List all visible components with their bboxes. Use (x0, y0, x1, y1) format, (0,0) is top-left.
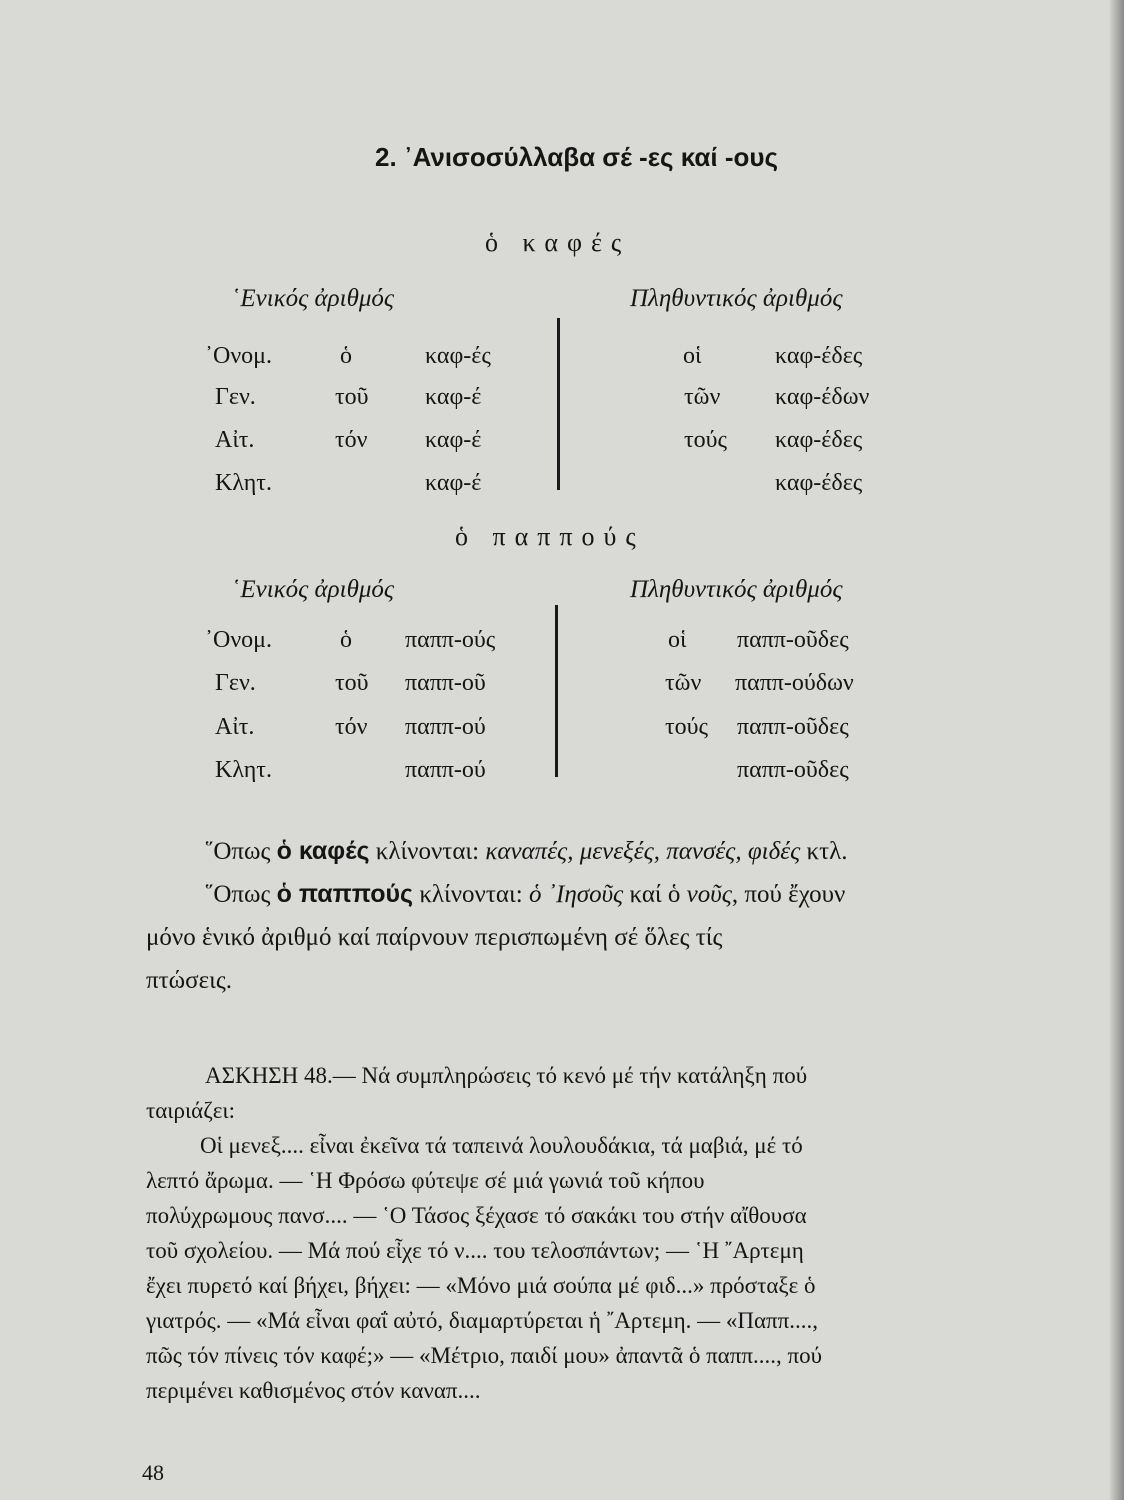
article: ὁ (340, 627, 352, 653)
case-label: Αἰτ. (215, 427, 255, 453)
exercise-line: λεπτό ἄρωμα. — ῾Η Φρόσω φύτεψε σέ μιά γωνιά τοῦ κήπου (146, 1168, 705, 1193)
plural-article: τῶν (665, 670, 702, 696)
note-pappous-line3: πτώσεις. (146, 967, 232, 994)
singular-form: παππ-ούς (405, 627, 496, 653)
plural-article: οἱ (668, 627, 687, 653)
exercise-line: ταιριάζει: (146, 1098, 235, 1123)
article: ὁ (340, 343, 352, 369)
article: τοῦ (335, 384, 369, 410)
plural-form: καφ-έδες (775, 470, 863, 496)
exercise-line: πῶς τόν πίνεις τόν καφέ;» — «Μέτριο, παιδί μου» ἀπαντᾶ ὁ παππ...., πού (146, 1343, 822, 1368)
plural-form: καφ-έδων (775, 384, 870, 410)
exercise-line: περιμένει καθισμένος στόν καναπ.... (146, 1378, 481, 1403)
plural-form: παππ-οῦδες (737, 627, 849, 653)
table1-divider (557, 318, 560, 490)
plural-form: παππ-οῦδες (737, 714, 849, 740)
plural-form: καφ-έδες (775, 427, 863, 453)
exercise-line: ἔχει πυρετό καί βήχει, βήχει: — «Μόνο μιά σούπα μέ φιδ...» πρόσταξε ὁ (146, 1273, 816, 1298)
singular-form: παππ-ού (405, 714, 486, 740)
case-label: Αἰτ. (215, 714, 255, 740)
article: τοῦ (335, 670, 369, 696)
exercise-line: πολύχρωμους πανσ.... — ῾Ο Τάσος ξέχασε τό σακάκι του στήν αἴθουσα (146, 1203, 807, 1228)
case-label: Γεν. (215, 670, 256, 696)
singular-form: παππ-οῦ (405, 670, 486, 696)
exercise-line: τοῦ σχολείου. — Μά πού εἶχε τό ν.... του τελοσπάντων; — ῾Η ῎Αρτεμη (146, 1238, 804, 1263)
article: τόν (335, 427, 368, 453)
plural-article: τούς (665, 714, 709, 740)
exercise-line: Οἱ μενεξ.... εἶναι ἐκεῖνα τά ταπεινά λουλουδάκια, τά μαβιά, μέ τό (200, 1133, 803, 1158)
table1-singular-label: ῾Ενικός ἀριθμός (232, 285, 395, 312)
table2-singular-label: ῾Ενικός ἀριθμός (232, 576, 395, 603)
case-label: Κλητ. (215, 757, 272, 783)
singular-form: καφ-έ (425, 384, 482, 410)
table2-word: ὁ παππούς (455, 522, 645, 551)
page-edge-shadow (1110, 0, 1124, 1500)
article: τόν (335, 714, 368, 740)
case-label: Κλητ. (215, 470, 272, 496)
singular-form: καφ-έ (425, 470, 482, 496)
plural-article: οἱ (683, 343, 702, 369)
plural-form: καφ-έδες (775, 343, 863, 369)
note-pappous-line1: ῞Οπως ὁ παππούς κλίνονται: ὁ ᾿Ιησοῦς καί ὁ νοῦς, πού ἔχουν (205, 880, 846, 908)
case-label: ᾿Ονομ. (205, 343, 273, 369)
note-pappous-line2: μόνο ἑνικό ἀριθμό καί παίρνουν περισπωμένη σέ ὅλες τίς (146, 924, 723, 951)
singular-form: παππ-ού (405, 757, 486, 783)
case-label: ᾿Ονομ. (205, 627, 273, 653)
page-number: 48 (142, 1460, 164, 1485)
section-heading: 2. ᾿Ανισοσύλλαβα σέ -ες καί -ους (375, 142, 779, 172)
case-label: Γεν. (215, 384, 256, 410)
exercise-line: γιατρός. — «Μά εἶναι φαΐ αὐτό, διαμαρτύρεται ἡ ῎Αρτεμη. — «Παππ...., (146, 1308, 819, 1333)
exercise-line: ΑΣΚΗΣΗ 48.— Νά συμπληρώσεις τό κενό μέ τήν κατάληξη πού (205, 1063, 808, 1088)
table1-word: ὁ καφές (485, 228, 631, 257)
note-kafes: ῞Οπως ὁ καφές κλίνονται: καναπές, μενεξές, πανσές, φιδές κτλ. (205, 837, 848, 865)
table2-divider (555, 605, 558, 777)
plural-form: παππ-οῦδες (737, 757, 849, 783)
plural-form: παππ-ούδων (735, 670, 854, 696)
singular-form: καφ-έ (425, 427, 482, 453)
plural-article: τῶν (684, 384, 721, 410)
plural-article: τούς (684, 427, 728, 453)
table1-plural-label: Πληθυντικός ἀριθμός (630, 285, 843, 312)
singular-form: καφ-ές (425, 343, 491, 369)
table2-plural-label: Πληθυντικός ἀριθμός (630, 576, 843, 603)
